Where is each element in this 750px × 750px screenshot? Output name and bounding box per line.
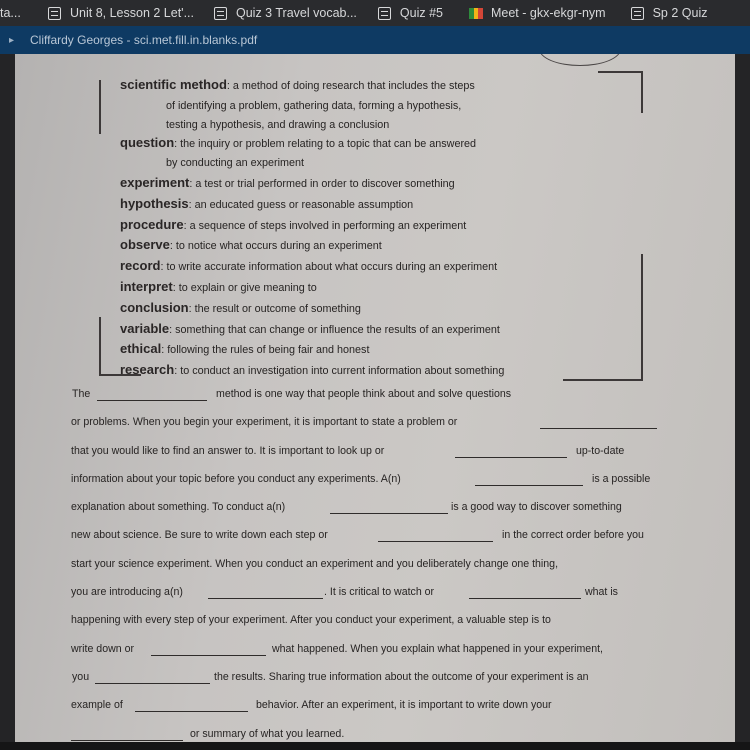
bookmark-doc-icon xyxy=(214,7,227,20)
vocab-box-left-top xyxy=(99,80,101,134)
vocab-row-hypothesis: hypothesis: an educated guess or reasonable assumption xyxy=(120,195,414,211)
passage-line: that you would like to find an answer to. It is important to look up or up-to-date xyxy=(71,444,625,457)
bookmark-sp2-quiz[interactable] xyxy=(631,0,708,26)
bookmark-doc-icon xyxy=(48,7,61,20)
vocab-box-right-top xyxy=(641,71,643,113)
bookmark-doc-icon xyxy=(631,7,644,20)
vocab-row-conclusion: conclusion: the result or outcome of something xyxy=(120,299,361,315)
passage-line: example of behavior. After an experiment, it is important to write down your xyxy=(71,699,552,712)
vocab-box-right-bottom xyxy=(641,254,643,380)
pdf-viewer-header xyxy=(0,26,750,54)
passage-line: new about science. Be sure to write down each step or in the correct order before you xyxy=(71,529,644,542)
bookmark-unit8-lesson2[interactable] xyxy=(48,0,194,26)
passage-line: you the results. Sharing true information about the outcome of your experiment is an xyxy=(72,670,589,683)
fill-in-blanks-passage xyxy=(71,388,686,742)
bottom-edge xyxy=(0,742,750,750)
bookmark-label: Quiz #5 xyxy=(399,6,443,20)
bookmark-label: Unit 8, Lesson 2 Let'... xyxy=(70,6,194,20)
vocab-box-top-right xyxy=(598,71,642,73)
blank-10 xyxy=(95,671,210,684)
passage-line: or summary of what you learned. xyxy=(71,728,686,742)
passage-line: explanation about something. To conduct a(n) is a good way to discover something xyxy=(71,501,622,514)
bookmark-label: Quiz 3 Travel vocab... xyxy=(236,6,357,20)
passage-line: or problems. When you begin your experiment, it is important to state a problem or xyxy=(71,416,686,444)
blank-9 xyxy=(151,643,266,656)
bookmark-doc-icon xyxy=(378,7,391,20)
passage-line: information about your topic before you conduct any experiments. A(n) is a possible xyxy=(71,472,651,485)
vocab-row-interpret: interpret: to explain or give meaning to xyxy=(120,278,317,294)
vocab-row-research: research: to conduct an investigation into current information about something xyxy=(120,362,505,378)
bookmark-quiz3-travel-vocab[interactable] xyxy=(214,0,357,26)
bookmark-partial[interactable] xyxy=(0,0,26,26)
blank-4 xyxy=(475,473,583,486)
blank-3 xyxy=(455,445,567,458)
bookmark-label: Meet - gkx-ekgr-nym xyxy=(490,6,606,20)
vocab-row-continuation: by conducting an experiment xyxy=(166,157,305,170)
triangle-right-icon[interactable]: ▸ xyxy=(9,34,15,46)
pdf-page xyxy=(15,54,735,742)
vocab-row-experiment: experiment: a test or trial performed in order to discover something xyxy=(120,174,455,190)
passage-line: happening with every step of your experiment. After you conduct your experiment, a valuable step is to xyxy=(71,614,551,627)
passage-line: start your science experiment. When you conduct an experiment and you deliberately change one thing, xyxy=(71,557,559,570)
vocab-box-bottom-right xyxy=(563,379,643,381)
bookmark-label: Sp 2 Quiz xyxy=(652,6,708,20)
vocab-row-record: record: to write accurate information about what occurs during an experiment xyxy=(120,258,498,274)
blank-11 xyxy=(135,699,248,712)
vocab-box-left-bottom xyxy=(99,317,101,375)
vocab-row-procedure: procedure: a sequence of steps involved in performing an experiment xyxy=(120,216,467,232)
blank-8 xyxy=(469,586,581,599)
vocab-row-continuation: of identifying a problem, gathering data, forming a hypothesis, xyxy=(166,99,462,112)
bookmark-quiz5[interactable] xyxy=(378,0,443,26)
pdf-file-title: Cliffardy Georges - sci.met.fill.in.blanks.pdf xyxy=(30,33,258,47)
vocab-row-ethical: ethical: following the rules of being fair and honest xyxy=(120,341,370,357)
passage-line: you are introducing a(n) . It is critical to watch or what is xyxy=(71,586,618,599)
passage-line: The method is one way that people think about and solve questions xyxy=(72,388,512,400)
vocab-row-observe: observe: to notice what occurs during an experiment xyxy=(120,237,382,253)
blank-2 xyxy=(540,416,657,429)
vocab-row-scientific-method: scientific method: a method of doing research that includes the steps xyxy=(120,77,475,92)
bookmark-label: ta... xyxy=(0,6,21,20)
pdf-page-area[interactable] xyxy=(0,54,750,750)
vocabulary-list xyxy=(120,75,504,382)
vocab-row-question: question: the inquiry or problem relating to a topic that can be answered xyxy=(120,135,477,151)
blank-7 xyxy=(208,586,323,599)
blank-6 xyxy=(378,529,493,542)
decorative-arc xyxy=(539,54,621,66)
bookmark-meet[interactable] xyxy=(469,0,606,26)
vocab-row-variable: variable: something that can change or influence the results of an experiment xyxy=(120,320,500,336)
passage-line: write down or what happened. When you explain what happened in your experiment, xyxy=(71,642,603,655)
bookmarks-bar xyxy=(0,0,750,26)
blank-12 xyxy=(71,728,183,741)
meet-icon xyxy=(469,8,483,19)
vocab-row-continuation: testing a hypothesis, and drawing a conclusion xyxy=(166,118,390,131)
blank-5 xyxy=(330,501,448,514)
blank-1 xyxy=(97,388,207,401)
